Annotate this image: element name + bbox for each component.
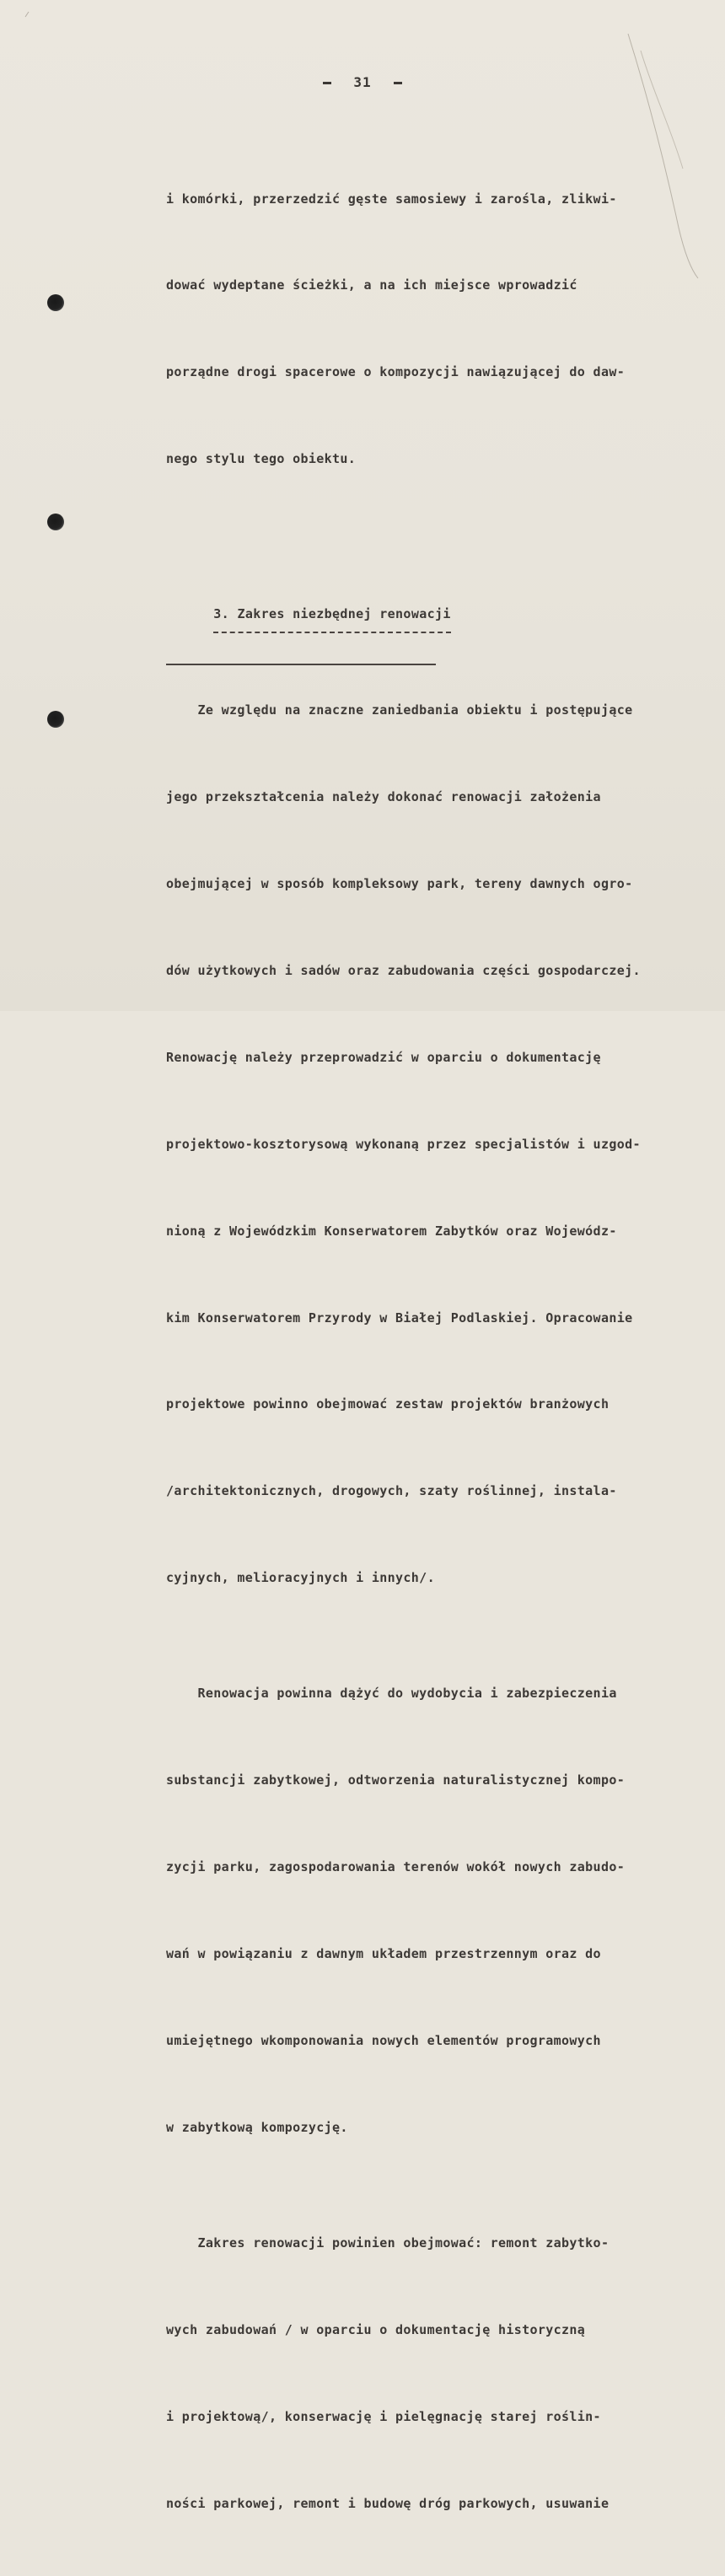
- text-line: i projektową/, konserwację i pielęgnację starej roślin-: [166, 2408, 601, 2424]
- punch-hole: [47, 294, 64, 311]
- page-number-value: 31: [353, 74, 372, 90]
- text-line: Zakres renowacji powinien obejmować: remont zabytko-: [166, 2235, 610, 2251]
- text-line: Renowację należy przeprowadzić w oparciu o dokumentację: [166, 1049, 601, 1065]
- text-line: jego przekształcenia należy dokonać renowacji założenia: [166, 789, 601, 805]
- text-line: dów użytkowych i sadów oraz zabudowania części gospodarczej.: [166, 963, 641, 979]
- punch-hole: [47, 514, 64, 530]
- text-line: Renowacja powinna dążyć do wydobycia i zabezpieczenia: [166, 1686, 617, 1702]
- text-line: /architektonicznych, drogowych, szaty roślinnej, instala-: [166, 1483, 617, 1499]
- text-line: projektowe powinno obejmować zestaw projektów branżowych: [166, 1396, 610, 1412]
- section-heading-row: [166, 560, 706, 621]
- text-line: nioną z Wojewódzkim Konserwatorem Zabytków oraz Wojewódz-: [166, 1223, 617, 1239]
- text-line: umiejętnego wkomponowania nowych elementów programowych: [166, 2033, 601, 2048]
- text-line: wych zabudowań / w oparciu o dokumentację historyczną: [166, 2321, 586, 2337]
- text-line: porządne drogi spacerowe o kompozycji nawiązującej do daw-: [166, 364, 626, 380]
- body-text: [166, 126, 706, 2576]
- text-line: i komórki, przerzedzić gęste samosiewy i zarośla, zlikwi-: [166, 191, 617, 207]
- text-line: obejmującej w sposób kompleksowy park, tereny dawnych ogro-: [166, 876, 633, 892]
- page-number: [0, 74, 725, 90]
- text-line: zycji parku, zagospodarowania terenów wokół nowych zabudo-: [166, 1859, 626, 1875]
- text-line: w zabytkową kompozycję.: [166, 2119, 348, 2135]
- text-line: wań w powiązaniu z dawnym układem przestrzennym oraz do: [166, 1946, 601, 1962]
- text-line: ności parkowej, remont i budowę dróg parkowych, usuwanie: [166, 2495, 610, 2511]
- text-line: substancji zabytkowej, odtworzenia naturalistycznej kompo-: [166, 1772, 626, 1788]
- text-line: kim Konserwatorem Przyrody w Białej Podlaskiej. Opracowanie: [166, 1310, 633, 1326]
- section-heading: 3. Zakres niezbędnej renowacji: [213, 600, 450, 633]
- text-line: projektowo-kosztorysową wykonaną przez specjalistów i uzgod-: [166, 1136, 641, 1152]
- heading-underline: [166, 664, 436, 665]
- dash-left: [323, 82, 331, 84]
- text-line: nego stylu tego obiektu.: [166, 451, 357, 467]
- text-line: Ze względu na znaczne zaniedbania obiektu i postępujące: [166, 702, 633, 718]
- punch-hole: [47, 711, 64, 728]
- text-line: cyjnych, melioracyjnych i innych/.: [166, 1570, 435, 1586]
- text-line: dować wydeptane ścieżki, a na ich miejsce wprowadzić: [166, 277, 577, 293]
- dash-right: [394, 82, 402, 84]
